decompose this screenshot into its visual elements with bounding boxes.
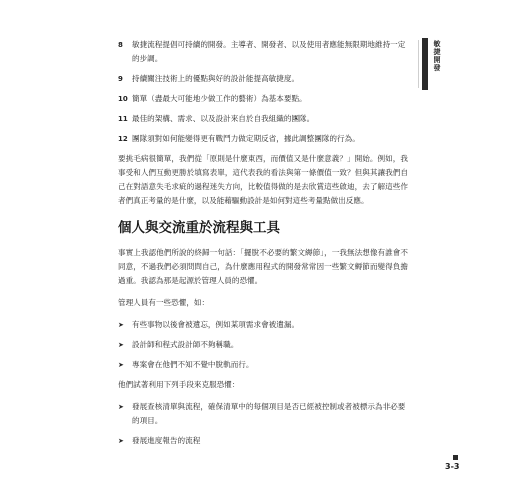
list-item: [118, 400, 408, 428]
item-text: 敏捷流程提倡可持續的開發。主導者、開發者、以及使用者應能無限期地維持一定的步調。: [132, 40, 406, 63]
arrow-bullet-icon: ➤: [118, 341, 124, 349]
item-number: 9: [118, 75, 123, 83]
item-text: 簡單（盡最大可能地少做工作的藝術）為基本要點。: [132, 94, 307, 103]
chapter-tab-label: 敏捷開發: [433, 40, 441, 72]
list-item: [118, 318, 408, 332]
item-text: 團隊須對如何能變得更有戰鬥力做定期反省，據此調整團隊的行為。: [132, 134, 360, 143]
page-number: 3-3: [445, 462, 460, 471]
list-item: [118, 112, 408, 126]
overcome-intro: 他們試著利用下列手段來克服恐懼：: [118, 380, 240, 389]
arrow-bullet-icon: ➤: [118, 403, 124, 411]
item-number: 8: [118, 41, 123, 49]
fears-intro: 管理人員有一些恐懼，如：: [118, 298, 210, 307]
item-text: 發展進度報告的流程: [132, 436, 201, 445]
item-number: 11: [118, 115, 128, 123]
intro-paragraph: 要挑毛病很簡單，我們從「原則是什麼東西，而價值又是什麼意義？」開始。例如，我事受和人們互動更勝於填寫表單，這代表我的看法與第一條價值一致？但與其讓我們自己在對語意失毛求疵的過程迷失方向，比較值得做的是去欣賞這些啟迪，去了解這些作者們真正考量的是什麼，以及能藉驅動設計是如何對這些考量點做出反應。: [118, 154, 408, 205]
fears-list: [118, 318, 408, 372]
list-item: [118, 92, 408, 106]
arrow-bullet-icon: ➤: [118, 361, 124, 369]
measures-list: [118, 400, 408, 448]
list-item: [118, 358, 408, 372]
arrow-bullet-icon: ➤: [118, 437, 124, 445]
item-number: 12: [118, 135, 128, 143]
list-item: [118, 132, 408, 146]
page-content: [118, 38, 408, 454]
section-heading: 個人與交流重於流程與工具: [118, 220, 280, 236]
arrow-bullet-icon: ➤: [118, 321, 124, 329]
item-text: 持續關注技術上的優點與好的設計能提高敏捷度。: [132, 74, 300, 83]
item-text: 專案會在他們不知不覺中脫軌而行。: [132, 360, 254, 369]
list-item: [118, 434, 408, 448]
item-text: 最佳的架構、需求、以及設計來自於自我組織的團隊。: [132, 114, 315, 123]
chapter-tab-marker: [422, 38, 428, 90]
principles-list: [118, 38, 408, 146]
item-text: 設計師和程式設計師不夠稱職。: [132, 340, 239, 349]
list-item: [118, 338, 408, 352]
list-item: [118, 72, 408, 86]
list-item: [118, 38, 408, 66]
page-marker-square: [453, 455, 458, 460]
item-text: 發展查核清單與流程，確保清單中的每個項目是否已經被控制或者被標示為非必要的項目。: [132, 402, 406, 425]
section-paragraph: 事實上我認他們所說的終歸一句話：「擺脫不必要的繁文縟節」，一我無法想像有誰會不同意，不過我們必須問問自己，為什麼應用程式的開發常常因一些繁文縟節而變得負擔過重。我認為那是起源於管理人員的恐懼。: [118, 248, 408, 285]
item-number: 10: [118, 95, 128, 103]
item-text: 有些事物以後會被遺忘，例如某項需求會被遺漏。: [132, 320, 300, 329]
side-rule: [418, 40, 419, 88]
